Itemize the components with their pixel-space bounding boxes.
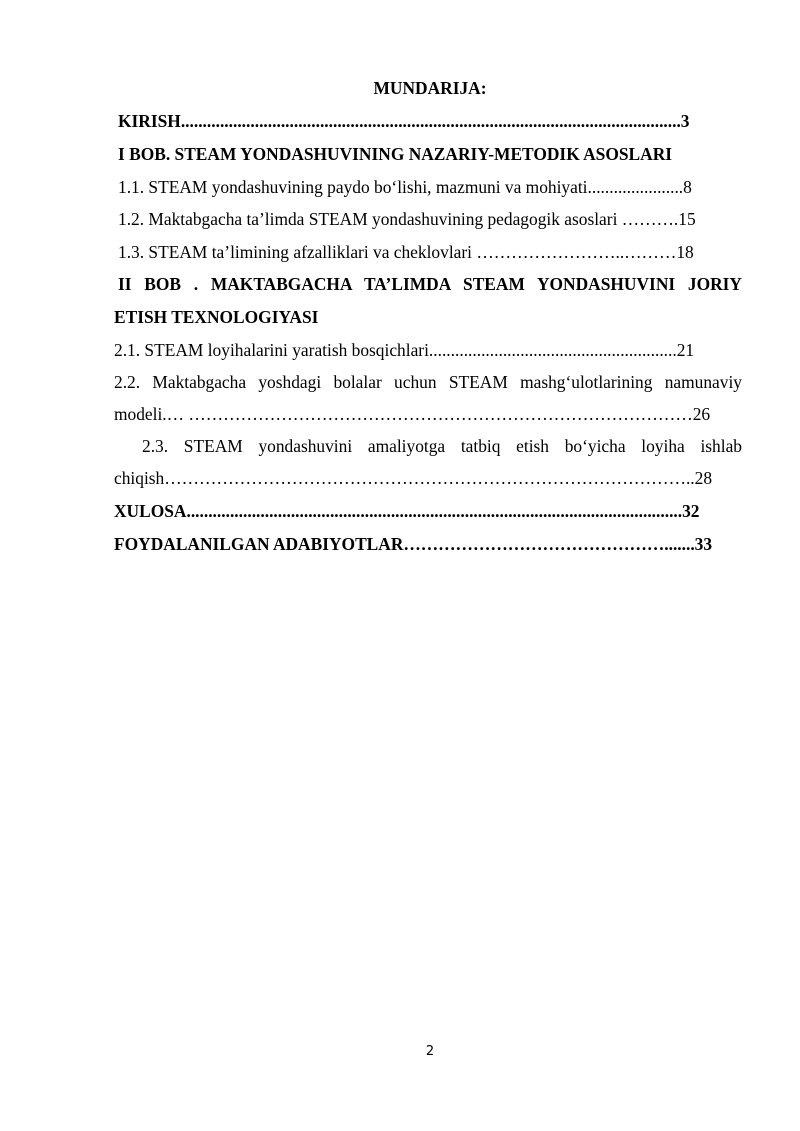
toc-entry-1-1: 1.1. STEAM yondashuvining paydo bo‘lishi, mazmuni va mohiyati......................8 <box>118 177 692 197</box>
toc-entry-adabiyotlar: FOYDALANILGAN ADABIYOTLAR……………………………………….......33 <box>114 534 713 554</box>
page-title: MUNDARIJA: <box>373 78 487 98</box>
toc-entry-2-2-cont: modeli.… ……………………………………………………………………………26 <box>114 404 711 424</box>
toc-entry-2-1: 2.1. STEAM loyihalarini yaratish bosqichlari.........................................................21 <box>114 340 695 360</box>
toc-entry-2-2: 2.2. Maktabgacha yoshdagi bolalar uchun STEAM mashg‘ulotlarining namunaviy <box>114 372 742 392</box>
toc-entry-2-3-cont: chiqish………………………………………………………………………………..28 <box>114 468 713 488</box>
toc-entry-xulosa: XULOSA..................................................................................................................32 <box>114 501 700 521</box>
toc-entry-kirish: KIRISH...................................................................................................................3 <box>118 111 690 131</box>
toc-entry-2-3: 2.3. STEAM yondashuvini amaliyotga tatbiq etish bo‘yicha loyiha ishlab <box>142 436 742 456</box>
toc-chapter-2-heading: II BOB . MAKTABGACHA TA’LIMDA STEAM YONDASHUVINI JORIY <box>118 274 742 294</box>
toc-chapter-2-heading-cont: ETISH TEXNOLOGIYASI <box>114 307 319 327</box>
page-number: 2 <box>425 1044 435 1059</box>
toc-entry-1-2: 1.2. Maktabgacha ta’limda STEAM yondashuvining pedagogik asoslari ……….15 <box>118 209 696 229</box>
toc-entry-1-3: 1.3. STEAM ta’limining afzalliklari va cheklovlari ……………………..………18 <box>118 242 694 262</box>
toc-chapter-1-heading: I BOB. STEAM YONDASHUVINING NAZARIY-METODIK ASOSLARI <box>118 144 673 164</box>
